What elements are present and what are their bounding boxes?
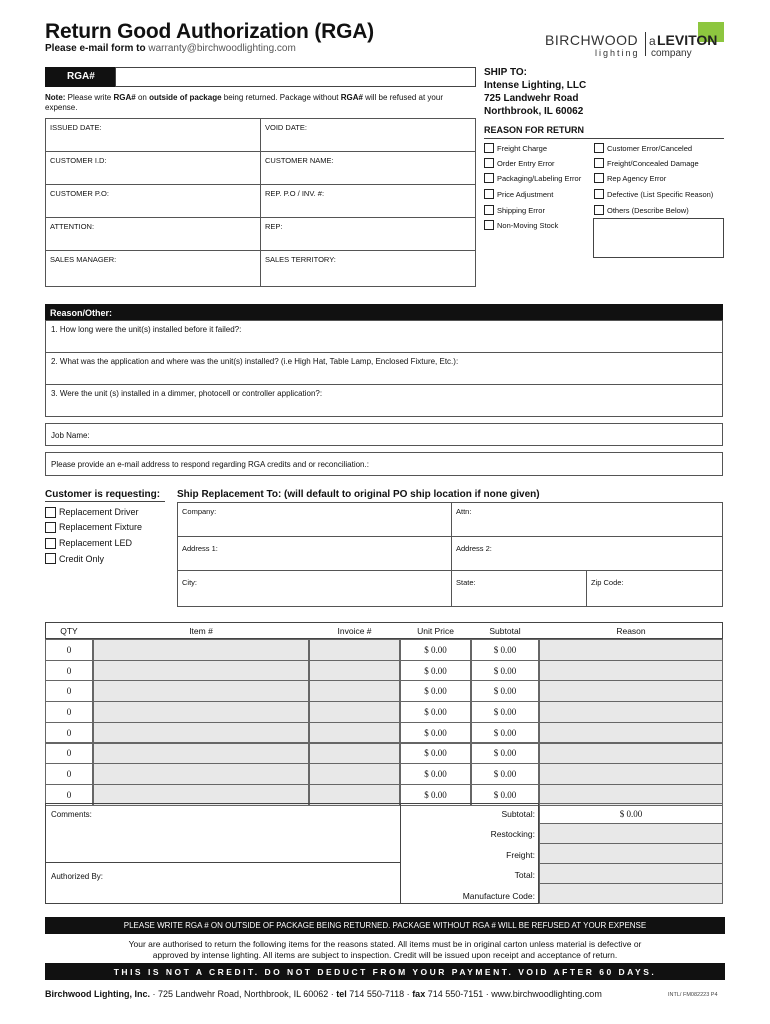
question-label: 3. Were the unit (s) installed in a dimmer, photocell or controller application?: [51, 389, 323, 398]
question-label: 2. What was the application and where was the unit(s) installed? (i.e High Hat, Table Lamp, Enclosed Fixture, Etc.): [51, 357, 459, 366]
checkbox-order-entry-error[interactable] [484, 158, 494, 168]
issued-date-field[interactable] [45, 118, 261, 152]
rep-field[interactable] [260, 217, 476, 251]
unit-price-cell[interactable]: $ 0.00 [400, 722, 471, 744]
ship-to-line: Northbrook, IL 60062 [484, 106, 584, 117]
reason-cell[interactable] [539, 701, 723, 723]
total-input[interactable] [539, 863, 723, 884]
reason-divider [484, 138, 724, 139]
invoice-cell[interactable] [309, 660, 400, 682]
customer-id-field[interactable] [45, 151, 261, 185]
field-label: Address 2: [456, 544, 492, 553]
subtotal-cell[interactable]: $ 0.00 [471, 660, 539, 682]
note-bold: RGA# [113, 93, 136, 102]
checkbox-freight-damage[interactable] [594, 158, 604, 168]
subtotal-cell[interactable]: $ 0.00 [471, 743, 539, 765]
other-reason-textbox[interactable] [593, 218, 724, 258]
qty-cell[interactable]: 0 [45, 660, 93, 682]
request-option-label: Credit Only [59, 554, 105, 564]
brand-divider [645, 32, 646, 56]
qty-cell[interactable]: 0 [45, 701, 93, 723]
footer-fax-label: fax [412, 989, 426, 999]
email-request-label: Please provide an e-mail address to respond regarding RGA credits and or reconciliation.: [51, 460, 369, 469]
header-qty: QTY [60, 626, 78, 636]
field-label: ISSUED DATE: [50, 123, 102, 132]
checkbox-packaging-labeling-error[interactable] [484, 173, 494, 183]
unit-price-cell[interactable]: $ 0.00 [400, 743, 471, 765]
footer-tel: 714 550-7118 · [346, 989, 413, 999]
checkbox-defective[interactable] [594, 189, 604, 199]
reason-for-return-title: REASON FOR RETURN [484, 125, 585, 135]
checkbox-non-moving-stock[interactable] [484, 220, 494, 230]
footer-tel-label: tel [336, 989, 347, 999]
freight-label: Freight: [506, 850, 535, 860]
zip-code-field[interactable] [586, 570, 723, 607]
subtotal-cell[interactable]: $ 0.00 [471, 680, 539, 702]
brand-a: a [649, 34, 656, 48]
item-cell[interactable] [93, 763, 309, 785]
item-cell[interactable] [93, 680, 309, 702]
field-label: CUSTOMER I.D: [50, 156, 107, 165]
email-response-field[interactable] [45, 452, 723, 476]
question-label: 1. How long were the unit(s) installed before it failed?: [51, 325, 242, 334]
invoice-cell[interactable] [309, 680, 400, 702]
brand-leviton: LEVITON [657, 32, 718, 48]
reason-label: Others (Describe Below) [607, 206, 689, 215]
rep-po-inv-field[interactable] [260, 184, 476, 218]
sales-territory-field[interactable] [260, 250, 476, 287]
reason-label: Freight/Concealed Damage [607, 159, 699, 168]
qty-cell[interactable]: 0 [45, 722, 93, 744]
reason-other-title: Reason/Other: [50, 308, 113, 318]
question-3-field[interactable] [45, 384, 723, 417]
unit-price-cell[interactable]: $ 0.00 [400, 763, 471, 785]
brand-logo [545, 28, 725, 60]
reason-label: Packaging/Labeling Error [497, 174, 582, 183]
restocking-input[interactable] [539, 823, 723, 844]
reason-label: Customer Error/Canceled [607, 144, 693, 153]
note-text: being returned. Package without [221, 93, 341, 102]
footer-address: · 725 Landwehr Road, Northbrook, IL 60062 · [150, 989, 337, 999]
request-option-label: Replacement Fixture [59, 522, 143, 532]
note-text: Please write [65, 93, 114, 102]
footer-warning: PLEASE WRITE RGA # ON OUTSIDE OF PACKAGE BEING RETURNED. PACKAGE WITHOUT RGA # WILL BE REFUSED AT YOUR EXPENSE [123, 921, 647, 930]
checkbox-replacement-driver[interactable] [45, 507, 56, 518]
authorized-by-label: Authorized By: [51, 872, 104, 881]
qty-cell[interactable]: 0 [45, 784, 93, 806]
checkbox-price-adjustment[interactable] [484, 189, 494, 199]
email-link[interactable]: warranty@birchwoodlighting.com [148, 43, 296, 54]
qty-cell[interactable]: 0 [45, 639, 93, 661]
invoice-cell[interactable] [309, 743, 400, 765]
field-label: VOID DATE: [265, 123, 307, 132]
field-label: Address 1: [182, 544, 218, 553]
checkbox-freight-charge[interactable] [484, 143, 494, 153]
footer-web[interactable]: · www.birchwoodlighting.com [483, 989, 602, 999]
not-credit-bar [45, 963, 725, 980]
customer-requesting-divider [45, 501, 165, 502]
footer-warning-bar [45, 917, 725, 934]
field-label: City: [182, 578, 197, 587]
request-option-label: Replacement LED [59, 538, 133, 548]
address-2-field[interactable] [451, 536, 723, 571]
auth-line: Your are authorised to return the following items for the reasons stated. All items must be in original carton unless material is defective or [128, 939, 642, 949]
note-text: on [135, 93, 150, 102]
item-cell[interactable] [93, 722, 309, 744]
reason-cell[interactable] [539, 680, 723, 702]
manufacture-code-input[interactable] [539, 883, 723, 904]
item-cell[interactable] [93, 743, 309, 765]
email-line [45, 43, 296, 54]
ship-replacement-title: Ship Replacement To: (will default to original PO ship location if none given) [177, 489, 540, 500]
unit-price-cell[interactable]: $ 0.00 [400, 639, 471, 661]
checkbox-credit-only[interactable] [45, 553, 56, 564]
attn-field[interactable] [451, 502, 723, 537]
company-field[interactable] [177, 502, 452, 537]
question-2-field[interactable] [45, 352, 723, 385]
subtotal-cell[interactable]: $ 0.00 [471, 722, 539, 744]
invoice-cell[interactable] [309, 722, 400, 744]
field-label: SALES TERRITORY: [265, 255, 336, 264]
customer-po-field[interactable] [45, 184, 261, 218]
manufacture-code-label: Manufacture Code: [462, 891, 535, 901]
job-name-label: Job Name: [51, 431, 90, 440]
ship-to-label: SHIP TO: [484, 67, 527, 78]
note-text: will be refused at your expense. [45, 93, 443, 112]
reason-cell[interactable] [539, 763, 723, 785]
footer-fax: 714 550-7151 [425, 989, 484, 999]
reason-label: Rep Agency Error [607, 174, 667, 183]
reason-cell[interactable] [539, 639, 723, 661]
note-bold: RGA# [340, 93, 363, 102]
ship-to-line: Intense Lighting, LLC [484, 80, 587, 91]
rga-label [45, 67, 115, 87]
unit-price-cell[interactable]: $ 0.00 [400, 680, 471, 702]
item-cell[interactable] [93, 660, 309, 682]
not-credit-text: THIS IS NOT A CREDIT. DO NOT DEDUCT FROM YOUR PAYMENT. VOID AFTER 60 DAYS. [113, 967, 657, 977]
request-option-label: Replacement Driver [59, 507, 139, 517]
brand-main: BIRCHWOOD [545, 32, 639, 48]
auth-line: approved by intense lighting. All items are subject to inspection. Credit will be issued upon receipt and acceptance of return. [152, 950, 618, 960]
address-1-field[interactable] [177, 536, 452, 571]
sales-manager-field[interactable] [45, 250, 261, 287]
reason-label: Defective (List Specific Reason) [607, 190, 714, 199]
unit-price-cell[interactable]: $ 0.00 [400, 701, 471, 723]
reason-label: Order Entry Error [497, 159, 555, 168]
authorized-by-field[interactable] [45, 862, 401, 904]
void-date-field[interactable] [260, 118, 476, 152]
customer-name-field[interactable] [260, 151, 476, 185]
field-label: REP. P.O / INV. #: [265, 189, 325, 198]
field-label: SALES MANAGER: [50, 255, 117, 264]
comments-field[interactable] [45, 803, 401, 863]
header-item: Item # [189, 626, 213, 636]
footer-company: Birchwood Lighting, Inc. [45, 989, 150, 999]
unit-price-cell[interactable]: $ 0.00 [400, 660, 471, 682]
question-1-field[interactable] [45, 320, 723, 353]
subtotal-cell[interactable]: $ 0.00 [471, 763, 539, 785]
reason-cell[interactable] [539, 722, 723, 744]
reason-label: Price Adjustment [497, 190, 554, 199]
city-field[interactable] [177, 570, 452, 607]
qty-cell[interactable]: 0 [45, 680, 93, 702]
subtotal-cell[interactable]: $ 0.00 [471, 784, 539, 806]
freight-input[interactable] [539, 843, 723, 864]
customer-requesting-title: Customer is requesting: [45, 489, 161, 500]
header-subtotal: Subtotal [489, 626, 521, 636]
reason-cell[interactable] [539, 660, 723, 682]
comments-label: Comments: [51, 810, 92, 819]
job-name-field[interactable] [45, 423, 723, 446]
note-bold: outside of package [149, 93, 222, 102]
field-label: ATTENTION: [50, 222, 95, 231]
invoice-cell[interactable] [309, 701, 400, 723]
item-cell[interactable] [93, 639, 309, 661]
qty-cell[interactable]: 0 [45, 743, 93, 765]
qty-cell[interactable]: 0 [45, 763, 93, 785]
authorization-text [45, 939, 725, 961]
checkbox-others[interactable] [594, 205, 604, 215]
invoice-cell[interactable] [309, 639, 400, 661]
reason-other-header [45, 304, 723, 321]
page-title: Return Good Authorization (RGA) [45, 20, 374, 43]
total-label: Total: [514, 870, 535, 880]
field-label: REP: [265, 222, 283, 231]
footer-contact [45, 989, 602, 999]
header-invoice: Invoice # [337, 626, 372, 636]
subtotal-label: Subtotal: [501, 809, 535, 819]
subtotal-cell[interactable]: $ 0.00 [471, 639, 539, 661]
checkbox-shipping-error[interactable] [484, 205, 494, 215]
form-code: INTL/ FM082223 P4 [668, 992, 718, 998]
ship-to-block [484, 66, 586, 118]
checkbox-rep-agency-error[interactable] [594, 173, 604, 183]
rga-number-field[interactable] [115, 67, 476, 87]
field-label: Company: [182, 507, 217, 516]
email-prefix: Please e-mail form to [45, 43, 146, 54]
checkbox-replacement-led[interactable] [45, 538, 56, 549]
field-label: Attn: [456, 507, 472, 516]
item-cell[interactable] [93, 701, 309, 723]
rga-label-text: RGA# [67, 71, 95, 82]
ship-to-line: 725 Landwehr Road [484, 93, 579, 104]
reason-label: Shipping Error [497, 206, 545, 215]
subtotal-cell[interactable]: $ 0.00 [471, 701, 539, 723]
brand-company: company [651, 48, 692, 59]
field-label: CUSTOMER NAME: [265, 156, 334, 165]
state-field[interactable] [451, 570, 587, 607]
brand-sub: lighting [595, 48, 640, 58]
invoice-cell[interactable] [309, 763, 400, 785]
field-label: CUSTOMER P.O: [50, 189, 109, 198]
rga-note [45, 93, 477, 113]
field-label: Zip Code: [591, 578, 624, 587]
attention-field[interactable] [45, 217, 261, 251]
header-reason: Reason [616, 626, 646, 636]
field-label: State: [456, 578, 476, 587]
note-bold: Note: [45, 93, 66, 102]
restocking-label: Restocking: [490, 829, 535, 839]
checkbox-replacement-fixture[interactable] [45, 522, 56, 533]
subtotal-value: $ 0.00 [539, 803, 723, 824]
reason-label: Non-Moving Stock [497, 221, 559, 230]
header-unit-price: Unit Price [417, 626, 454, 636]
reason-label: Freight Charge [497, 144, 548, 153]
unit-price-cell[interactable]: $ 0.00 [400, 784, 471, 806]
checkbox-customer-error[interactable] [594, 143, 604, 153]
reason-cell[interactable] [539, 743, 723, 765]
